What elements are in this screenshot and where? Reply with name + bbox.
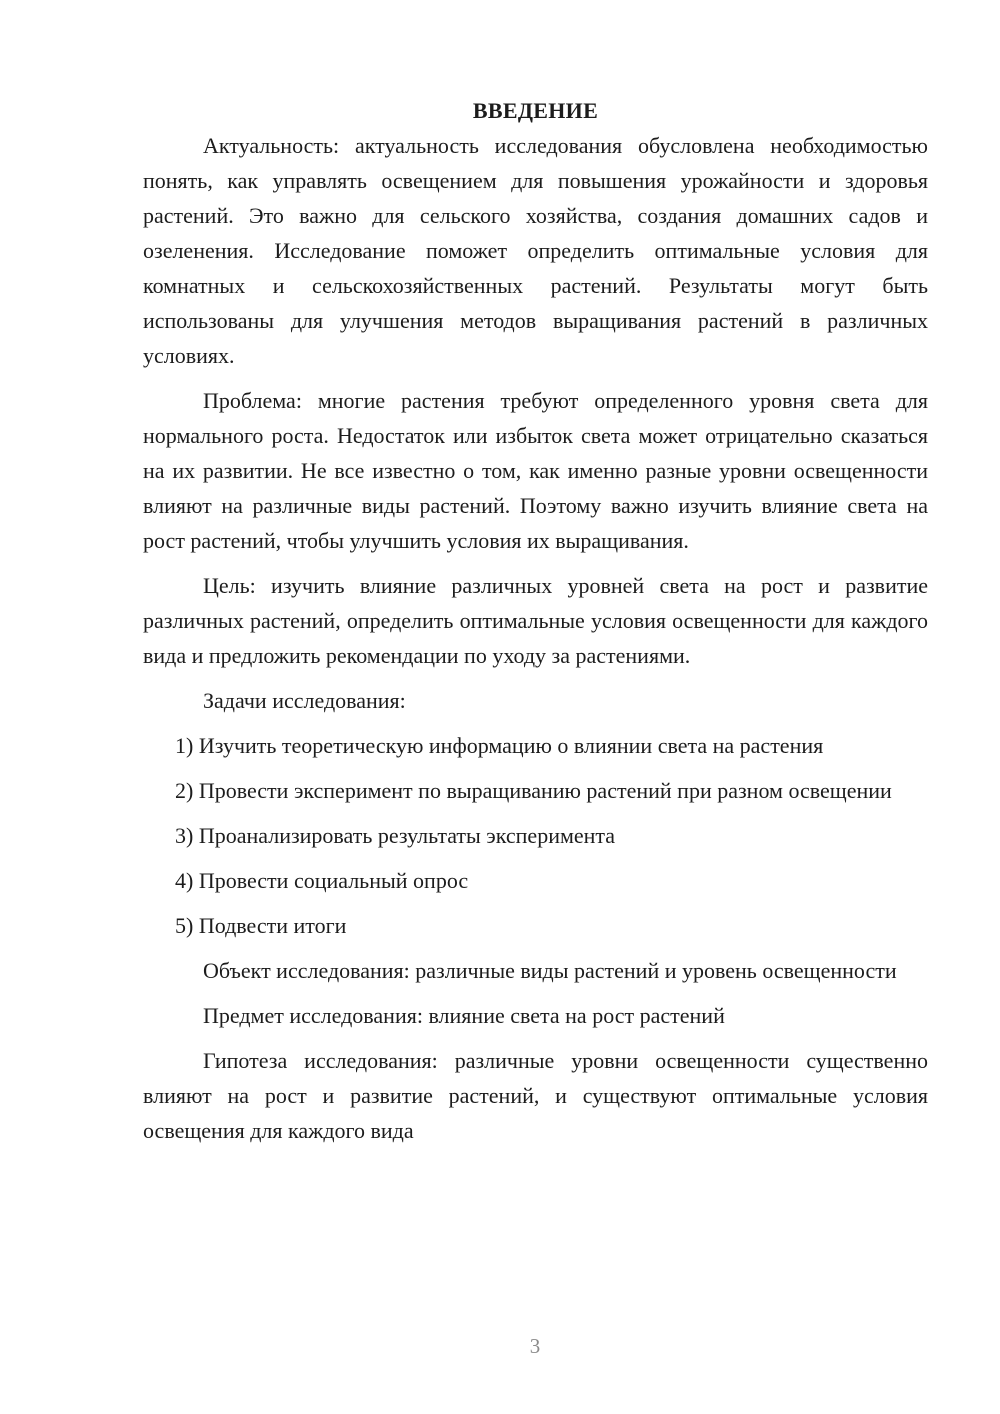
- page-number: 3: [529, 1334, 541, 1358]
- tasks-heading: Задачи исследования:: [203, 688, 406, 713]
- task-item-4: 4) Провести социальный опрос: [175, 868, 469, 893]
- hypothesis-paragraph: Гипотеза исследования: различные уровни освещенности существенно влияют на рост и развитие растений, и существуют оптимальные условия освещения для каждого вида: [143, 1048, 928, 1143]
- task-item-1: 1) Изучить теоретическую информацию о влиянии света на растения: [175, 733, 824, 758]
- task-item-5: 5) Подвести итоги: [175, 913, 347, 938]
- subject-paragraph: Предмет исследования: влияние света на рост растений: [203, 1003, 725, 1028]
- goal-paragraph: Цель: изучить влияние различных уровней света на рост и развитие различных растений, определить оптимальные условия освещенности для каждого вида и предложить рекомендации по уходу за растениями.: [143, 573, 928, 668]
- object-paragraph: Объект исследования: различные виды растений и уровень освещенности: [203, 958, 897, 983]
- task-item-2: 2) Провести эксперимент по выращиванию растений при разном освещении: [175, 778, 892, 803]
- section-heading: ВВЕДЕНИЕ: [472, 98, 599, 123]
- document-page: [143, 94, 928, 1148]
- problem-paragraph: Проблема: многие растения требуют определенного уровня света для нормального роста. Недостаток или избыток света может отрицательно сказаться на их развитии. Не все известно о том, как именно разные уровни освещенности влияют на различные виды растений. Поэтому важно изучить влияние света на рост растений, чтобы улучшить условия их выращивания.: [143, 388, 928, 553]
- relevance-paragraph: Актуальность: актуальность исследования обусловлена необходимостью понять, как управлять освещением для повышения урожайности и здоровья растений. Это важно для сельского хозяйства, создания домашних садов и озеленения. Исследование поможет определить оптимальные условия для комнатных и сельскохозяйственных растений. Результаты могут быть использованы для улучшения методов выращивания растений в различных условиях.: [143, 133, 928, 368]
- task-item-3: 3) Проанализировать результаты эксперимента: [175, 823, 616, 848]
